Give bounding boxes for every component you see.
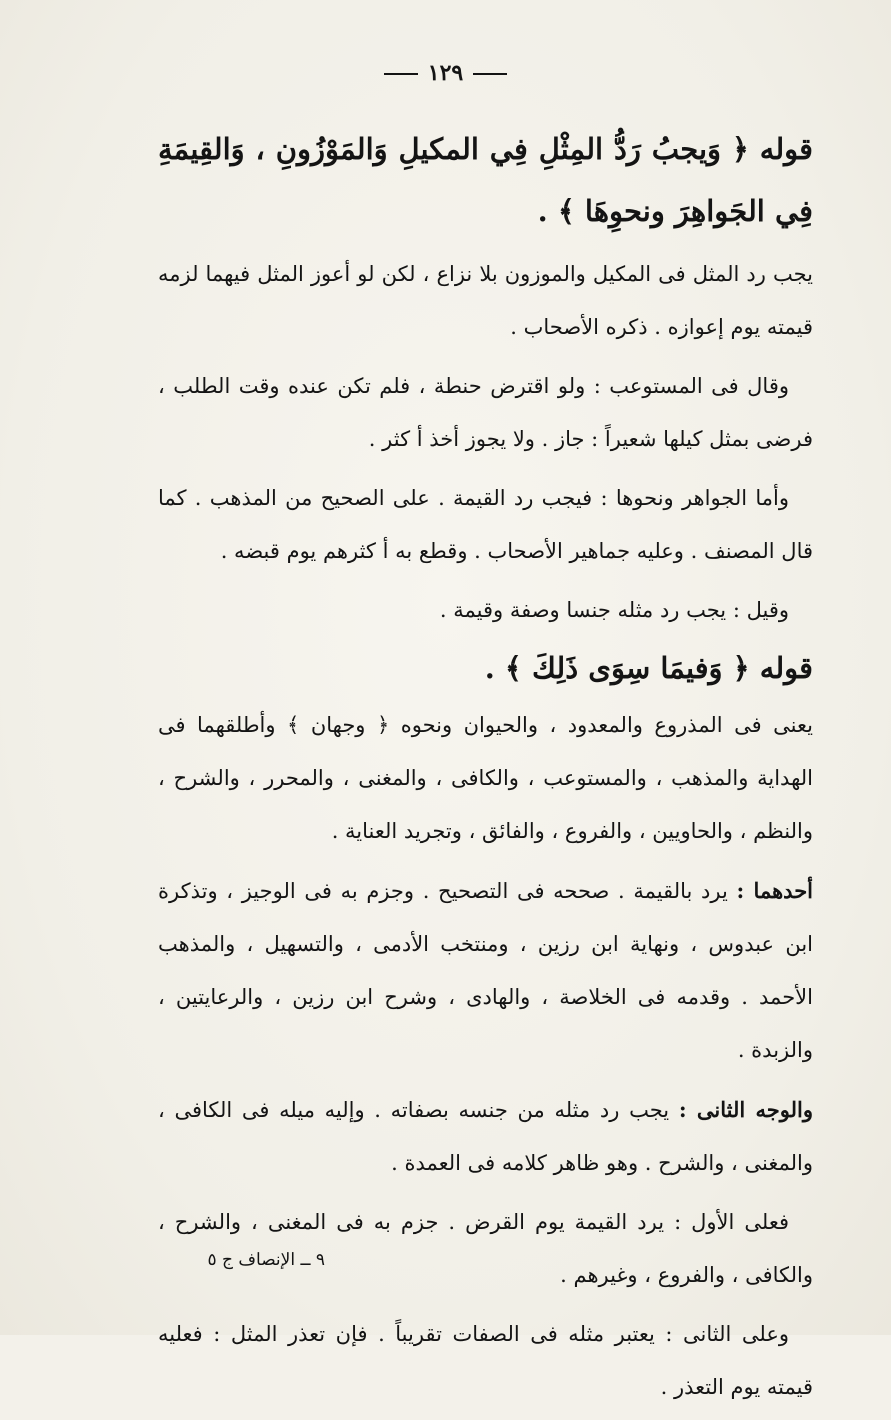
paragraph-6-lead: أحدهما : [736,878,814,903]
paragraph-4: وقيل : يجب رد مثله جنسا وصفة وقيمة . [439,598,789,622]
heading-2 [158,643,813,693]
heading-2-text: ﴿ وَفيمَا سِوَى ذَلِكَ ﴾ . [484,651,750,685]
paragraph-3: وأما الجواهر ونحوها : فيجب رد القيمة . على الصحيح من المذهب . كما قال المصنف . وعليه جماهير الأصحاب . وقطع به أ كثرهم يوم قبضه . [158,486,813,563]
footer-signature: ٩ ــ الإنصاف ج ٥ [207,1250,325,1270]
paragraph-7 [158,1083,813,1190]
heading-1-lead: قوله [759,132,813,166]
paragraph-1: يجب رد المثل فى المكيل والموزون بلا نزاع ، لكن لو أعوز المثل فيهما لزمه قيمته يوم إعوازه . ذكره الأصحاب . [158,262,813,339]
page-number [0,60,891,86]
heading-1-text: ﴿ وَيجبُ رَدُّ المِثْلِ فِي المكيلِ وَالمَوْزُونِ ، وَالقِيمَةِ فِي الجَواهِرَ ونحوِهَا ﴾ . [158,132,813,228]
heading-2-lead: قوله [759,651,813,685]
paragraph-2: وقال فى المستوعب : ولو اقترض حنطة ، فلم تكن عنده وقت الطلب ، فرضى بمثل كيلها شعيراً : جاز . ولا يجوز أخذ أ كثر . [158,374,813,451]
paragraph-9: وعلى الثانى : يعتبر مثله فى الصفات تقريباً . فإن تعذر المثل : فعليه قيمته يوم التعذر . [158,1322,813,1399]
paragraph-6 [158,864,813,1077]
page-number-text: ١٢٩ [427,60,464,86]
paragraph-7-text: يجب رد مثله من جنسه بصفاته . وإليه ميله فى الكافى ، والمغنى ، والشرح . وهو ظاهر كلامه فى العمدة . [158,1098,813,1175]
page-number-dash-right [473,73,507,75]
paragraph-7-lead: والوجه الثانى : [678,1097,814,1122]
document-body [158,118,813,1420]
paragraph-8: فعلى الأول : يرد القيمة يوم القرض . جزم به فى المغنى ، والشرح ، والكافى ، والفروع ، وغيرهم . [158,1210,813,1287]
page-number-dash-left [384,73,418,75]
paragraph-6-text: يرد بالقيمة . صححه فى التصحيح . وجزم به فى الوجيز ، وتذكرة ابن عبدوس ، ونهاية ابن رزين ، ومنتخب الأدمى ، والتسهيل ، والمذهب الأحمد . وقدمه فى الخلاصة ، والهادى ، وشرح ابن رزين ، والرعايتين ، والزبدة . [158,879,813,1062]
heading-1 [158,118,813,242]
paragraph-5: يعنى فى المذروع والمعدود ، والحيوان ونحوه ﴿ وجهان ﴾ وأطلقهما فى الهداية والمذهب ، والمستوعب ، والكافى ، والمغنى ، والمحرر ، والشرح ، والنظم ، والحاويين ، والفروع ، والفائق ، وتجريد العناية . [158,713,813,843]
